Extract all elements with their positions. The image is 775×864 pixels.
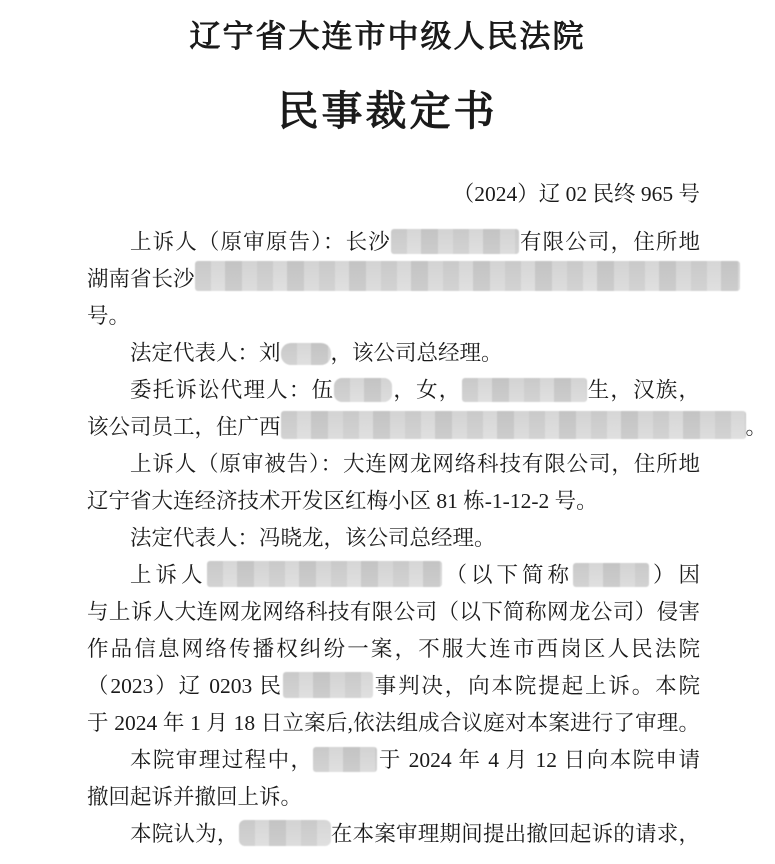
text-run: 在本案审理期间提出撤回起诉的请求， bbox=[330, 822, 700, 846]
redaction-block bbox=[207, 561, 442, 587]
document-line bbox=[87, 742, 700, 779]
redaction-block bbox=[281, 343, 331, 365]
text-run: 于 2024 年 4 月 12 日向本院申请 bbox=[377, 748, 700, 772]
text-run: ，女， bbox=[392, 378, 462, 402]
document-line bbox=[87, 298, 700, 335]
text-run: 生，汉族， bbox=[586, 378, 700, 402]
document-line bbox=[87, 668, 700, 705]
text-run: （以下简称 bbox=[441, 563, 573, 587]
text-run: 湖南省长沙 bbox=[87, 267, 195, 291]
case-number: （2024）辽 02 民终 965 号 bbox=[452, 182, 700, 206]
document-body bbox=[87, 178, 768, 853]
redaction-block bbox=[239, 820, 331, 846]
redaction-block bbox=[195, 261, 740, 291]
document-line bbox=[87, 409, 768, 446]
text-run: 本院审理过程中， bbox=[130, 748, 314, 772]
text-run: 作品信息网络传播权纠纷一案，不服大连市西岗区人民法院 bbox=[87, 637, 700, 661]
text-run: 上诉人（原审原告）：长沙 bbox=[130, 230, 391, 254]
text-run: 本院认为， bbox=[130, 822, 239, 846]
court-name-heading: 辽宁省大连市中级人民法院 bbox=[189, 19, 586, 54]
text-run: 号。 bbox=[87, 304, 131, 328]
text-run: 与上诉人大连网龙网络科技有限公司（以下简称网龙公司）侵害 bbox=[87, 600, 700, 624]
text-run: 辽宁省大连经济技术开发区红梅小区 81 栋-1-12-2 号。 bbox=[87, 489, 598, 513]
redaction-block bbox=[334, 378, 392, 402]
text-run: 法定代表人：刘 bbox=[130, 341, 281, 365]
document-line bbox=[87, 224, 700, 261]
document-line bbox=[87, 631, 700, 668]
redaction-block bbox=[313, 747, 377, 772]
text-run: 于 2024 年 1 月 18 日立案后,依法组成合议庭对本案进行了审理。 bbox=[87, 711, 700, 735]
document-line bbox=[87, 261, 700, 298]
text-run: 。 bbox=[745, 415, 768, 439]
redaction-block bbox=[462, 378, 587, 402]
text-run: （2023）辽 0203 民 bbox=[87, 674, 283, 698]
redaction-block bbox=[573, 563, 649, 587]
document-line bbox=[87, 816, 700, 853]
text-run: 委托诉讼代理人：伍 bbox=[130, 378, 335, 402]
document-line bbox=[87, 483, 700, 520]
redaction-block bbox=[283, 672, 373, 698]
text-run: 该公司员工，住广西 bbox=[87, 415, 281, 439]
text-run: ）因 bbox=[648, 563, 700, 587]
document-line bbox=[87, 594, 700, 631]
text-run: 法定代表人：冯晓龙，该公司总经理。 bbox=[130, 526, 496, 550]
text-run: 撤回起诉并撤回上诉。 bbox=[87, 785, 303, 809]
document-line bbox=[87, 779, 700, 816]
document-line bbox=[87, 557, 700, 594]
document-line bbox=[87, 520, 700, 557]
redaction-block bbox=[391, 229, 519, 254]
text-run: 事判决，向本院提起上诉。本院 bbox=[372, 674, 700, 698]
text-run: 上诉人（原审被告）：大连网龙网络科技有限公司，住所地 bbox=[130, 452, 700, 476]
document-line bbox=[87, 372, 700, 409]
document-title: 民事裁定书 bbox=[277, 88, 498, 134]
document-line bbox=[87, 446, 700, 483]
text-run: 上诉人 bbox=[130, 563, 207, 587]
text-run: ，该公司总经理。 bbox=[330, 341, 503, 365]
document-line bbox=[87, 335, 700, 372]
text-run: 有限公司，住所地 bbox=[518, 230, 700, 254]
document-line bbox=[87, 705, 700, 742]
redaction-block bbox=[281, 411, 746, 439]
